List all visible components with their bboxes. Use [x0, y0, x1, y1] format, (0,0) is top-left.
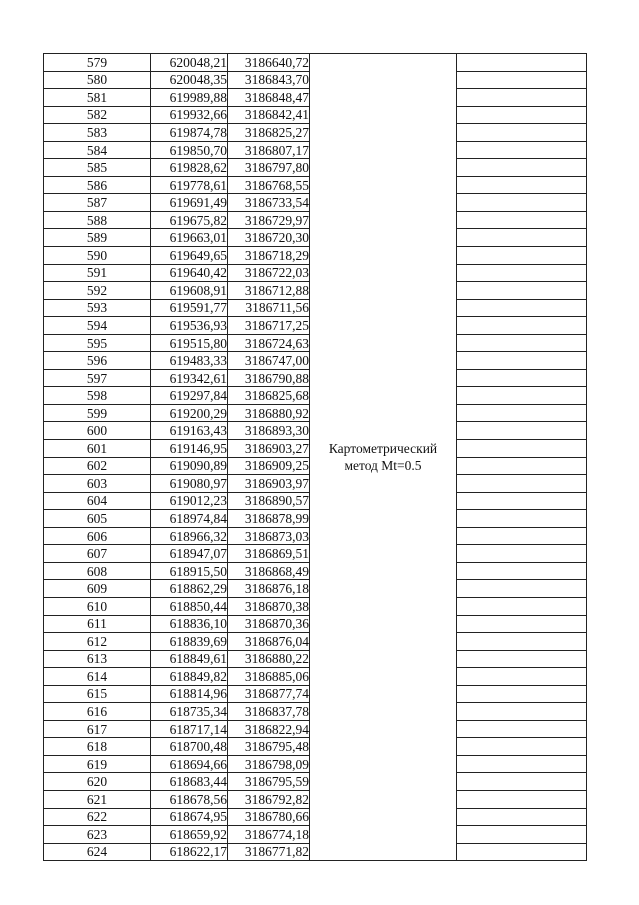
table-row: [44, 54, 587, 72]
coordinate-x: 619989,88: [151, 89, 228, 107]
point-number: 586: [44, 176, 151, 194]
empty-cell: [457, 211, 587, 229]
coordinate-y: 3186747,00: [228, 352, 310, 370]
empty-cell: [457, 141, 587, 159]
coordinate-x: 619649,65: [151, 247, 228, 265]
coordinate-x: 618683,44: [151, 773, 228, 791]
empty-cell: [457, 387, 587, 405]
point-number: 595: [44, 334, 151, 352]
coordinate-x: 618735,34: [151, 703, 228, 721]
coordinate-x: 618849,61: [151, 650, 228, 668]
coordinate-y: 3186780,66: [228, 808, 310, 826]
coordinate-x: 619483,33: [151, 352, 228, 370]
empty-cell: [457, 527, 587, 545]
coordinate-x: 618966,32: [151, 527, 228, 545]
empty-cell: [457, 790, 587, 808]
coordinate-y: 3186722,03: [228, 264, 310, 282]
point-number: 584: [44, 141, 151, 159]
coordinate-x: 619080,97: [151, 475, 228, 493]
coordinate-x: 619691,49: [151, 194, 228, 212]
coordinate-x: 618700,48: [151, 738, 228, 756]
empty-cell: [457, 510, 587, 528]
point-number: 582: [44, 106, 151, 124]
coordinate-y: 3186842,41: [228, 106, 310, 124]
coordinate-y: 3186795,59: [228, 773, 310, 791]
coordinate-y: 3186795,48: [228, 738, 310, 756]
empty-cell: [457, 282, 587, 300]
coordinate-y: 3186792,82: [228, 790, 310, 808]
coordinate-x: 619932,66: [151, 106, 228, 124]
empty-cell: [457, 71, 587, 89]
empty-cell: [457, 650, 587, 668]
point-number: 601: [44, 440, 151, 458]
point-number: 587: [44, 194, 151, 212]
empty-cell: [457, 755, 587, 773]
point-number: 592: [44, 282, 151, 300]
point-number: 603: [44, 475, 151, 493]
coordinate-x: 619200,29: [151, 404, 228, 422]
empty-cell: [457, 808, 587, 826]
point-number: 591: [44, 264, 151, 282]
coordinate-y: 3186825,68: [228, 387, 310, 405]
coordinate-y: 3186822,94: [228, 720, 310, 738]
coordinate-x: 619146,95: [151, 440, 228, 458]
coordinate-y: 3186903,27: [228, 440, 310, 458]
empty-cell: [457, 299, 587, 317]
coordinate-y: 3186807,17: [228, 141, 310, 159]
coordinate-x: 620048,21: [151, 54, 228, 72]
coordinate-y: 3186711,56: [228, 299, 310, 317]
empty-cell: [457, 562, 587, 580]
coordinate-y: 3186880,92: [228, 404, 310, 422]
coordinate-y: 3186768,55: [228, 176, 310, 194]
empty-cell: [457, 317, 587, 335]
empty-cell: [457, 615, 587, 633]
empty-cell: [457, 843, 587, 861]
coordinate-x: 618974,84: [151, 510, 228, 528]
coordinate-y: 3186909,25: [228, 457, 310, 475]
point-number: 593: [44, 299, 151, 317]
coordinate-y: 3186870,36: [228, 615, 310, 633]
empty-cell: [457, 580, 587, 598]
point-number: 612: [44, 633, 151, 651]
empty-cell: [457, 422, 587, 440]
empty-cell: [457, 633, 587, 651]
coordinate-x: 618947,07: [151, 545, 228, 563]
empty-cell: [457, 597, 587, 615]
coordinate-x: 618850,44: [151, 597, 228, 615]
point-number: 608: [44, 562, 151, 580]
coordinate-y: 3186733,54: [228, 194, 310, 212]
empty-cell: [457, 738, 587, 756]
point-number: 607: [44, 545, 151, 563]
coordinate-x: 619515,80: [151, 334, 228, 352]
coordinate-x: 619663,01: [151, 229, 228, 247]
coordinate-x: 618622,17: [151, 843, 228, 861]
coordinate-x: 618849,82: [151, 668, 228, 686]
point-number: 624: [44, 843, 151, 861]
coordinate-x: 619675,82: [151, 211, 228, 229]
coordinate-x: 618694,66: [151, 755, 228, 773]
coordinate-x: 619608,91: [151, 282, 228, 300]
coordinate-y: 3186712,88: [228, 282, 310, 300]
method-line-2: метод Mt=0.5: [344, 458, 422, 474]
point-number: 597: [44, 369, 151, 387]
coordinate-y: 3186876,04: [228, 633, 310, 651]
coordinate-y: 3186890,57: [228, 492, 310, 510]
point-number: 614: [44, 668, 151, 686]
coordinate-y: 3186903,97: [228, 475, 310, 493]
coordinate-x: 619012,23: [151, 492, 228, 510]
coordinate-x: 619090,89: [151, 457, 228, 475]
point-number: 594: [44, 317, 151, 335]
empty-cell: [457, 54, 587, 72]
empty-cell: [457, 475, 587, 493]
coordinate-x: 618915,50: [151, 562, 228, 580]
coordinate-x: 618678,56: [151, 790, 228, 808]
coordinate-y: 3186729,97: [228, 211, 310, 229]
coordinate-y: 3186825,27: [228, 124, 310, 142]
empty-cell: [457, 773, 587, 791]
coordinate-x: 619640,42: [151, 264, 228, 282]
empty-cell: [457, 492, 587, 510]
point-number: 617: [44, 720, 151, 738]
coordinate-x: 619874,78: [151, 124, 228, 142]
empty-cell: [457, 176, 587, 194]
empty-cell: [457, 668, 587, 686]
point-number: 622: [44, 808, 151, 826]
coordinate-y: 3186868,49: [228, 562, 310, 580]
coordinate-x: 618836,10: [151, 615, 228, 633]
coordinate-y: 3186718,29: [228, 247, 310, 265]
point-number: 618: [44, 738, 151, 756]
method-line-1: Картометрический: [328, 441, 438, 457]
empty-cell: [457, 247, 587, 265]
coordinate-y: 3186798,09: [228, 755, 310, 773]
coordinate-y: 3186885,06: [228, 668, 310, 686]
empty-cell: [457, 352, 587, 370]
point-number: 585: [44, 159, 151, 177]
empty-cell: [457, 106, 587, 124]
coordinate-x: 618659,92: [151, 826, 228, 844]
coordinate-x: 618674,95: [151, 808, 228, 826]
point-number: 609: [44, 580, 151, 598]
empty-cell: [457, 545, 587, 563]
coordinate-x: 619850,70: [151, 141, 228, 159]
coordinate-y: 3186880,22: [228, 650, 310, 668]
coordinate-x: 618814,96: [151, 685, 228, 703]
coordinate-y: 3186870,38: [228, 597, 310, 615]
empty-cell: [457, 334, 587, 352]
coordinate-x: 618862,29: [151, 580, 228, 598]
point-number: 588: [44, 211, 151, 229]
coordinate-x: 619828,62: [151, 159, 228, 177]
coordinate-y: 3186640,72: [228, 54, 310, 72]
coordinate-x: 619342,61: [151, 369, 228, 387]
point-number: 619: [44, 755, 151, 773]
point-number: 611: [44, 615, 151, 633]
coordinate-y: 3186877,74: [228, 685, 310, 703]
empty-cell: [457, 703, 587, 721]
method-cell: [310, 54, 457, 861]
point-number: 615: [44, 685, 151, 703]
empty-cell: [457, 457, 587, 475]
coordinate-y: 3186724,63: [228, 334, 310, 352]
point-number: 590: [44, 247, 151, 265]
empty-cell: [457, 89, 587, 107]
coordinate-y: 3186843,70: [228, 71, 310, 89]
point-number: 602: [44, 457, 151, 475]
empty-cell: [457, 264, 587, 282]
coordinate-y: 3186893,30: [228, 422, 310, 440]
point-number: 613: [44, 650, 151, 668]
coordinate-y: 3186717,25: [228, 317, 310, 335]
point-number: 623: [44, 826, 151, 844]
coordinate-x: 619536,93: [151, 317, 228, 335]
coordinate-x: 619163,43: [151, 422, 228, 440]
coordinate-y: 3186797,80: [228, 159, 310, 177]
point-number: 583: [44, 124, 151, 142]
coordinate-x: 618839,69: [151, 633, 228, 651]
point-number: 610: [44, 597, 151, 615]
empty-cell: [457, 440, 587, 458]
empty-cell: [457, 826, 587, 844]
point-number: 605: [44, 510, 151, 528]
coordinate-x: 620048,35: [151, 71, 228, 89]
coordinate-y: 3186771,82: [228, 843, 310, 861]
empty-cell: [457, 720, 587, 738]
coordinate-y: 3186837,78: [228, 703, 310, 721]
coordinate-y: 3186876,18: [228, 580, 310, 598]
empty-cell: [457, 369, 587, 387]
coordinate-y: 3186873,03: [228, 527, 310, 545]
point-number: 600: [44, 422, 151, 440]
point-number: 621: [44, 790, 151, 808]
coordinate-y: 3186720,30: [228, 229, 310, 247]
coordinate-y: 3186790,88: [228, 369, 310, 387]
point-number: 589: [44, 229, 151, 247]
coordinates-table: [43, 53, 587, 861]
point-number: 620: [44, 773, 151, 791]
empty-cell: [457, 124, 587, 142]
point-number: 599: [44, 404, 151, 422]
point-number: 596: [44, 352, 151, 370]
coordinate-y: 3186774,18: [228, 826, 310, 844]
coordinate-x: 619778,61: [151, 176, 228, 194]
empty-cell: [457, 685, 587, 703]
coordinate-x: 618717,14: [151, 720, 228, 738]
point-number: 606: [44, 527, 151, 545]
coordinate-x: 619591,77: [151, 299, 228, 317]
coordinates-table-body: [44, 54, 587, 861]
point-number: 580: [44, 71, 151, 89]
point-number: 616: [44, 703, 151, 721]
empty-cell: [457, 229, 587, 247]
point-number: 581: [44, 89, 151, 107]
empty-cell: [457, 404, 587, 422]
coordinate-y: 3186848,47: [228, 89, 310, 107]
point-number: 598: [44, 387, 151, 405]
point-number: 604: [44, 492, 151, 510]
empty-cell: [457, 194, 587, 212]
coordinate-y: 3186869,51: [228, 545, 310, 563]
point-number: 579: [44, 54, 151, 72]
coordinate-x: 619297,84: [151, 387, 228, 405]
coordinate-y: 3186878,99: [228, 510, 310, 528]
empty-cell: [457, 159, 587, 177]
